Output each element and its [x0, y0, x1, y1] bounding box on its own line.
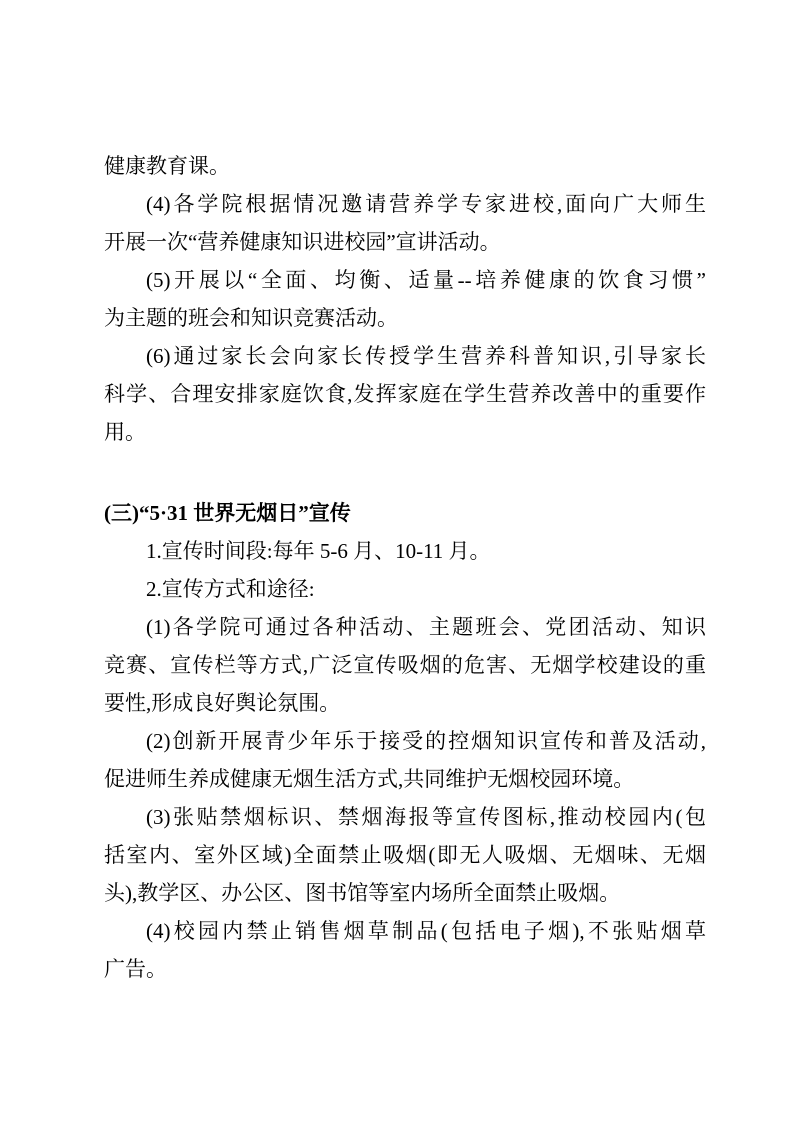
paragraph-item-5-class-meeting	[104, 261, 706, 337]
text-line: 括室内、室外区域)全面禁止吸烟(即无人吸烟、无烟味、无烟	[104, 843, 706, 867]
paragraph-item-1-activities	[104, 608, 706, 722]
paragraph-item-4-nutrition-experts	[104, 185, 706, 261]
text-line: (3)张贴禁烟标识、禁烟海报等宣传图标,推动校园内(包	[146, 805, 706, 829]
paragraph-item-6-parent-meeting	[104, 337, 706, 451]
text-line: 头),教学区、办公区、图书馆等室内场所全面禁止吸烟。	[104, 881, 621, 905]
paragraph-item-2-youth-campaign	[104, 722, 706, 798]
paragraph-item-4-tobacco-sales-ban	[104, 912, 706, 988]
text-line: 开展一次“营养健康知识进校园”宣讲活动。	[104, 230, 501, 254]
paragraph-propaganda-methods	[104, 570, 706, 608]
text-line: 2.宣传方式和途径:	[146, 577, 315, 601]
text-line: 广告。	[104, 957, 167, 981]
text-line: (1)各学院可通过各种活动、主题班会、党团活动、知识	[146, 615, 706, 639]
text-line: (5)开展以“全面、均衡、适量--培养健康的饮食习惯”	[146, 268, 706, 292]
text-line: 竞赛、宣传栏等方式,广泛宣传吸烟的危害、无烟学校建设的重	[104, 653, 706, 677]
text-line: (4)各学院根据情况邀请营养学专家进校,面向广大师生	[146, 192, 706, 216]
paragraph-propaganda-period	[104, 532, 706, 570]
text-line: 科学、合理安排家庭饮食,发挥家庭在学生营养改善中的重要作	[104, 382, 706, 406]
text-line: 健康教育课。	[104, 154, 230, 178]
text-line: (4)校园内禁止销售烟草制品(包括电子烟),不张贴烟草	[146, 919, 706, 943]
text-line: (2)创新开展青少年乐于接受的控烟知识宣传和普及活动,	[146, 729, 706, 753]
section-heading-world-no-tobacco-day	[104, 494, 706, 532]
page-body-text	[104, 147, 706, 988]
text-line: 为主题的班会和知识竞赛活动。	[104, 306, 398, 330]
text-line: 要性,形成良好舆论氛围。	[104, 691, 341, 715]
section-heading-text: (三)“5·31 世界无烟日”宣传	[104, 501, 351, 525]
paragraph-item-3-no-smoking-signs	[104, 798, 706, 912]
paragraph-continuation	[104, 147, 706, 185]
text-line: 促进师生养成健康无烟生活方式,共同维护无烟校园环境。	[104, 767, 635, 791]
text-line: 1.宣传时间段:每年 5-6 月、10-11 月。	[146, 539, 491, 563]
text-line: 用。	[104, 420, 146, 444]
text-line: (6)通过家长会向家长传授学生营养科普知识,引导家长	[146, 344, 706, 368]
